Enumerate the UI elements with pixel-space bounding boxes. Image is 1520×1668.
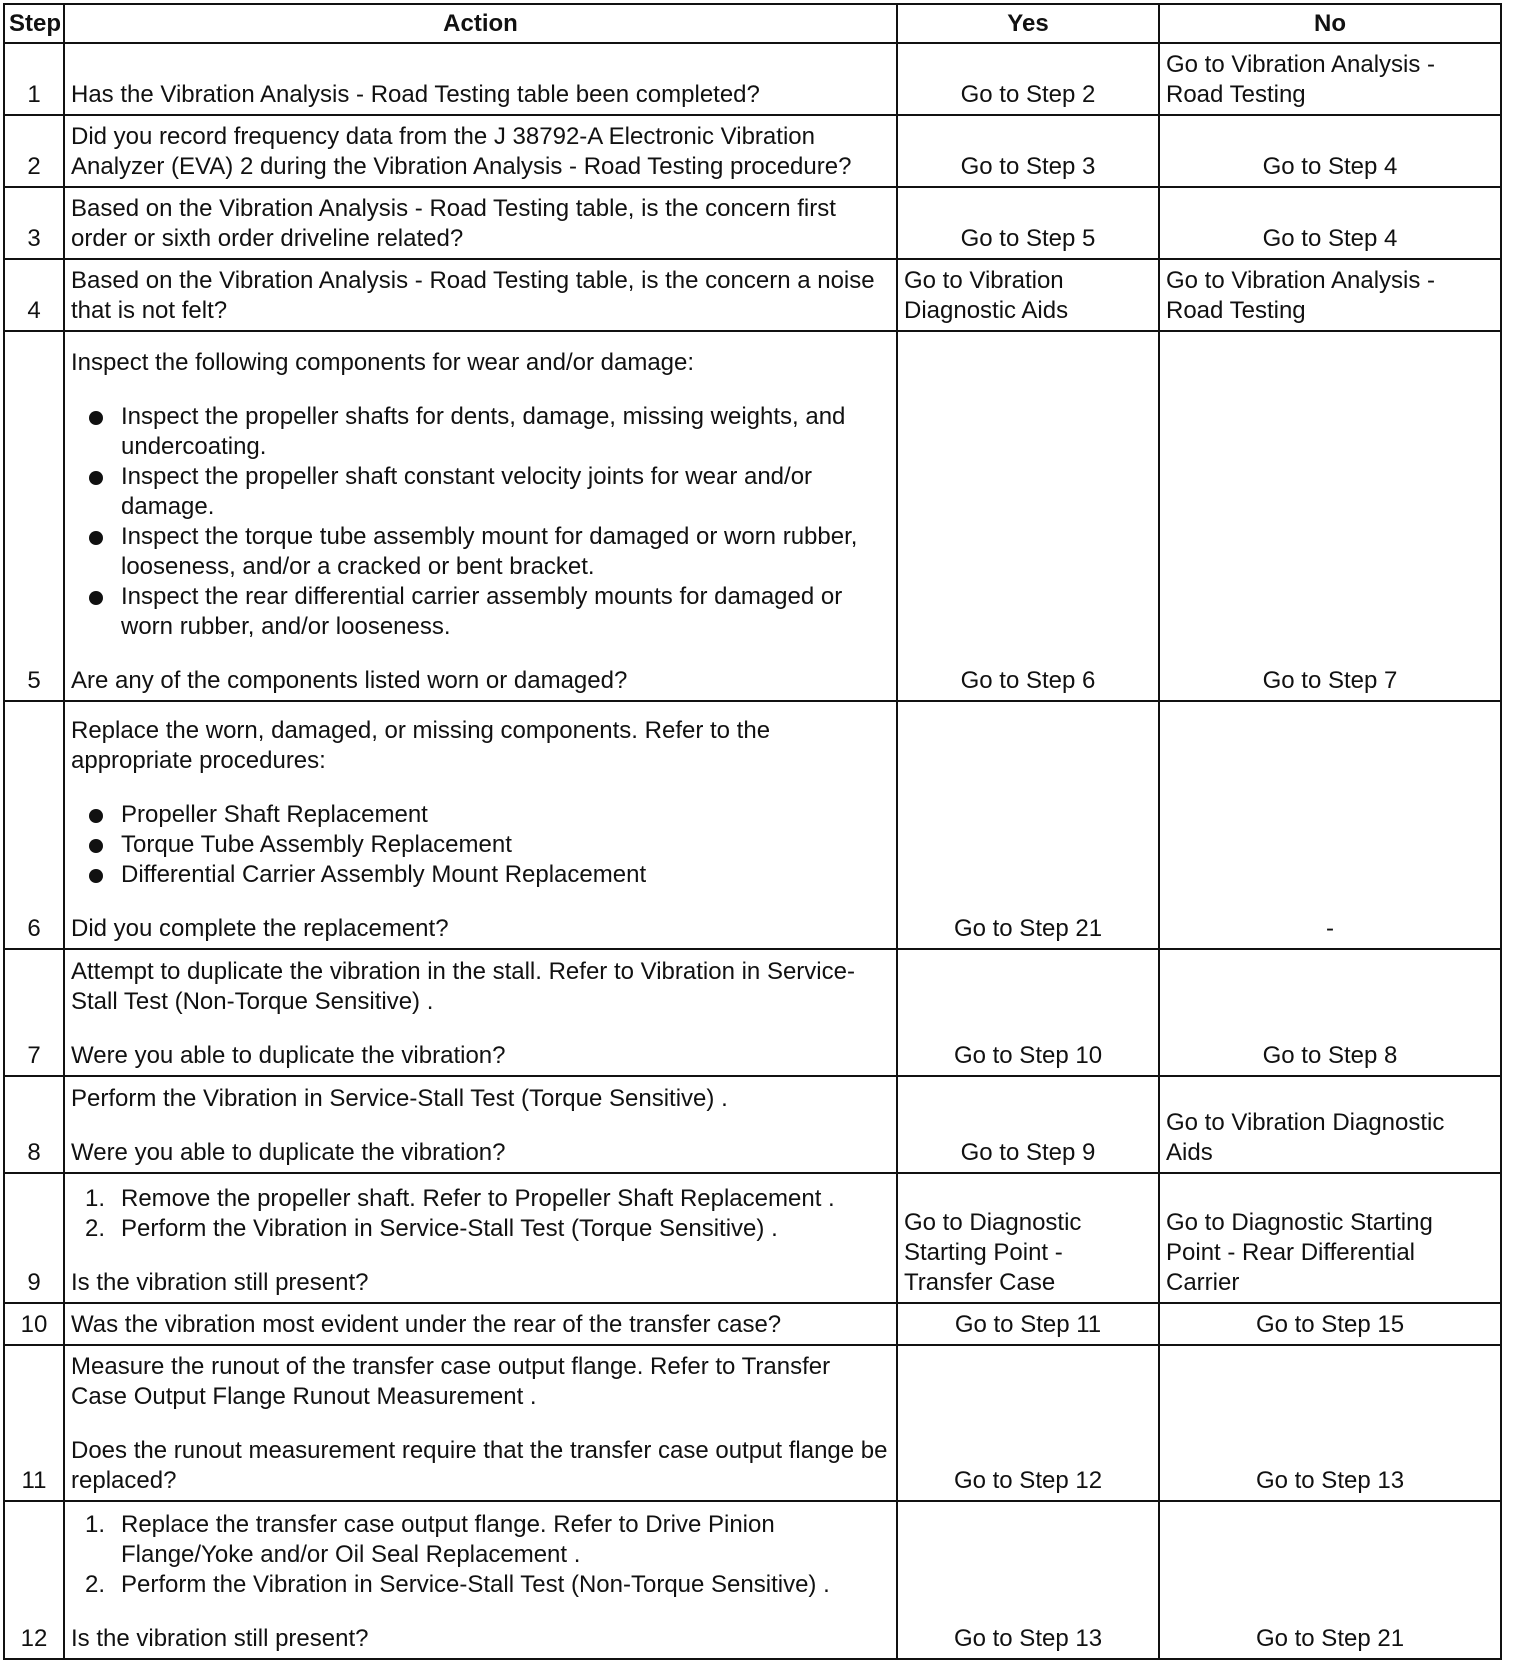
step-number: 1	[4, 43, 64, 115]
diagnostic-table	[3, 3, 1502, 1660]
table-row	[4, 115, 1501, 187]
bullet-icon	[89, 809, 103, 823]
action-cell	[64, 43, 897, 115]
diagnostic-table-container	[3, 3, 1500, 1660]
list-item: Inspect the propeller shafts for dents, damage, missing weights, and undercoating.	[71, 402, 890, 462]
yes-cell: Go to Step 11	[897, 1303, 1159, 1345]
bullet-icon	[89, 411, 103, 425]
yes-cell: Go to Step 6	[897, 331, 1159, 701]
action-question: Did you complete the replacement?	[71, 915, 449, 942]
table-row	[4, 701, 1501, 949]
table-row	[4, 259, 1501, 331]
action-question: Were you able to duplicate the vibration?	[71, 1139, 506, 1166]
yes-cell: Go to Step 10	[897, 949, 1159, 1076]
no-cell: Go to Vibration Analysis - Road Testing	[1159, 259, 1501, 331]
action-question: Is the vibration still present?	[71, 1269, 369, 1296]
table-row	[4, 187, 1501, 259]
action-intro: Measure the runout of the transfer case output flange. Refer to Transfer Case Output Flange Runout Measurement .	[71, 1353, 831, 1410]
action-cell	[64, 1345, 897, 1501]
action-cell	[64, 187, 897, 259]
header-action: Action	[64, 4, 897, 43]
step-number: 3	[4, 187, 64, 259]
action-cell	[64, 331, 897, 701]
yes-cell: Go to Step 2	[897, 43, 1159, 115]
step-number: 6	[4, 701, 64, 949]
list-item: 1. Replace the transfer case output flange. Refer to Drive Pinion Flange/Yoke and/or Oil Seal Replacement .	[85, 1511, 775, 1568]
table-row	[4, 1076, 1501, 1173]
no-cell: Go to Vibration Analysis - Road Testing	[1159, 43, 1501, 115]
list-item: 2. Perform the Vibration in Service-Stall Test (Torque Sensitive) .	[85, 1215, 778, 1242]
action-cell	[64, 701, 897, 949]
no-cell: Go to Step 7	[1159, 331, 1501, 701]
yes-cell: Go to Step 21	[897, 701, 1159, 949]
yes-cell: Go to Step 9	[897, 1076, 1159, 1173]
no-cell: -	[1159, 701, 1501, 949]
bullet-icon	[89, 839, 103, 853]
table-row	[4, 949, 1501, 1076]
yes-cell: Go to Step 5	[897, 187, 1159, 259]
no-cell: Go to Step 15	[1159, 1303, 1501, 1345]
step-number: 8	[4, 1076, 64, 1173]
step-number: 5	[4, 331, 64, 701]
step-number: 10	[4, 1303, 64, 1345]
table-row	[4, 1501, 1501, 1659]
header-step: Step	[4, 4, 64, 43]
numbered-list	[71, 1184, 890, 1244]
list-item: Inspect the torque tube assembly mount for damaged or worn rubber, looseness, and/or a cracked or bent bracket.	[71, 522, 890, 582]
step-number: 2	[4, 115, 64, 187]
list-item: Inspect the propeller shaft constant velocity joints for wear and/or damage.	[71, 462, 890, 522]
bullet-icon	[89, 591, 103, 605]
table-row	[4, 1173, 1501, 1303]
step-number: 12	[4, 1501, 64, 1659]
action-text: Based on the Vibration Analysis - Road Testing table, is the concern first order or sixth order driveline related?	[71, 195, 836, 252]
bullet-list	[71, 402, 890, 642]
yes-cell: Go to Step 13	[897, 1501, 1159, 1659]
table-row	[4, 1303, 1501, 1345]
no-cell: Go to Step 8	[1159, 949, 1501, 1076]
yes-cell: Go to Diagnostic Starting Point - Transfer Case	[897, 1173, 1159, 1303]
action-text: Based on the Vibration Analysis - Road Testing table, is the concern a noise that is not felt?	[71, 267, 875, 324]
step-number: 11	[4, 1345, 64, 1501]
yes-cell: Go to Step 12	[897, 1345, 1159, 1501]
yes-cell: Go to Step 3	[897, 115, 1159, 187]
table-row	[4, 331, 1501, 701]
bullet-icon	[89, 869, 103, 883]
action-intro: Attempt to duplicate the vibration in the stall. Refer to Vibration in Service-Stall Test (Non-Torque Sensitive) .	[71, 958, 855, 1015]
action-intro: Inspect the following components for wear and/or damage:	[71, 349, 695, 376]
bullet-list	[71, 800, 890, 890]
action-question: Does the runout measurement require that the transfer case output flange be replaced?	[71, 1437, 888, 1494]
action-cell	[64, 115, 897, 187]
action-intro: Perform the Vibration in Service-Stall Test (Torque Sensitive) .	[71, 1085, 728, 1112]
list-item: Differential Carrier Assembly Mount Replacement	[71, 860, 890, 890]
no-cell: Go to Diagnostic Starting Point - Rear Differential Carrier	[1159, 1173, 1501, 1303]
list-item: 2. Perform the Vibration in Service-Stall Test (Non-Torque Sensitive) .	[85, 1571, 830, 1598]
numbered-list	[71, 1510, 890, 1600]
no-cell: Go to Step 21	[1159, 1501, 1501, 1659]
no-cell: Go to Step 4	[1159, 115, 1501, 187]
action-question: Is the vibration still present?	[71, 1625, 369, 1652]
bullet-icon	[89, 531, 103, 545]
no-cell: Go to Vibration Diagnostic Aids	[1159, 1076, 1501, 1173]
step-number: 9	[4, 1173, 64, 1303]
table-row	[4, 1345, 1501, 1501]
header-row	[4, 4, 1501, 43]
step-number: 4	[4, 259, 64, 331]
action-cell	[64, 949, 897, 1076]
list-item: Propeller Shaft Replacement	[71, 800, 890, 830]
table-row	[4, 43, 1501, 115]
header-no: No	[1159, 4, 1501, 43]
header-yes: Yes	[897, 4, 1159, 43]
action-question: Are any of the components listed worn or damaged?	[71, 667, 628, 694]
action-cell	[64, 1501, 897, 1659]
no-cell: Go to Step 13	[1159, 1345, 1501, 1501]
action-question: Were you able to duplicate the vibration?	[71, 1042, 506, 1069]
list-item: Torque Tube Assembly Replacement	[71, 830, 890, 860]
action-cell	[64, 1303, 897, 1345]
action-text: Has the Vibration Analysis - Road Testing table been completed?	[71, 81, 760, 108]
no-cell: Go to Step 4	[1159, 187, 1501, 259]
yes-cell: Go to Vibration Diagnostic Aids	[897, 259, 1159, 331]
action-text: Did you record frequency data from the J 38792-A Electronic Vibration Analyzer (EVA) 2 during the Vibration Analysis - Road Testing procedure?	[71, 123, 852, 180]
action-cell	[64, 1173, 897, 1303]
list-item: 1. Remove the propeller shaft. Refer to Propeller Shaft Replacement .	[85, 1185, 835, 1212]
action-intro: Replace the worn, damaged, or missing components. Refer to the appropriate procedures:	[71, 717, 771, 774]
step-number: 7	[4, 949, 64, 1076]
list-item: Inspect the rear differential carrier assembly mounts for damaged or worn rubber, and/or looseness.	[71, 582, 890, 642]
action-cell	[64, 1076, 897, 1173]
bullet-icon	[89, 471, 103, 485]
action-cell	[64, 259, 897, 331]
action-text: Was the vibration most evident under the rear of the transfer case?	[71, 1311, 782, 1338]
